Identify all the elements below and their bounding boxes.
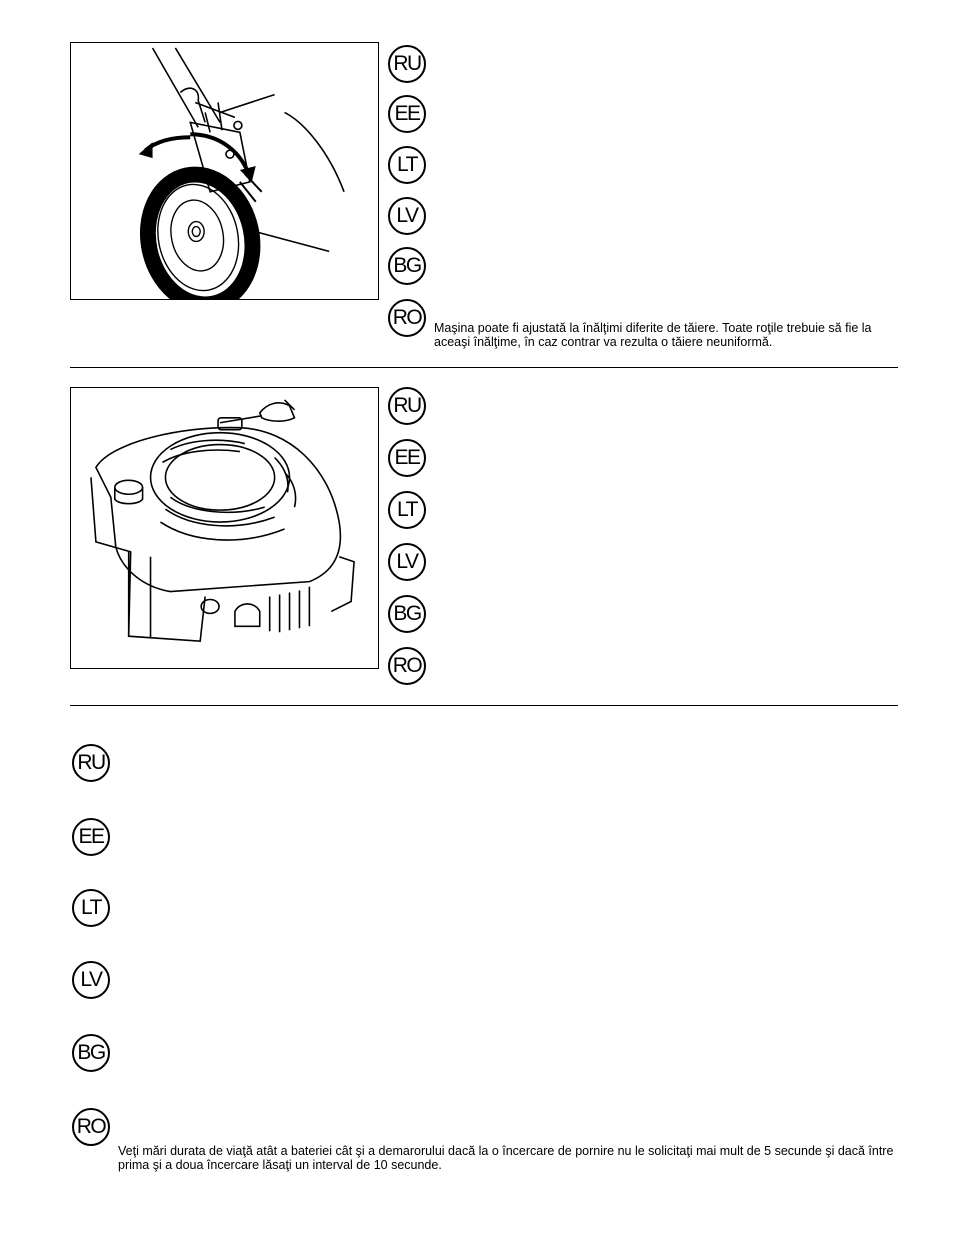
ro-starter-battery-text: Veţi mări durata de viaţă atât a bateriei cât şi a demarorului dacă la o încercare de pornire nu le solicitaţi mai mult de 5 secunde şi dacă între prima şi a doua încercare lăsaţi un interval de 10 secunde. <box>118 1144 894 1172</box>
mower-wheel-icon <box>71 43 378 299</box>
lang-badge-lt: LT <box>72 889 110 927</box>
lang-badge-ro: RO <box>388 647 426 685</box>
lang-badge-bg: BG <box>72 1034 110 1072</box>
lang-badge-lt: LT <box>388 146 426 184</box>
lang-badge-lv: LV <box>72 961 110 999</box>
wheel-height-figure <box>70 42 379 300</box>
lang-badge-ru: RU <box>72 744 110 782</box>
lang-badge-ee: EE <box>388 95 426 133</box>
engine-oil-figure <box>70 387 379 669</box>
lang-badge-ee: EE <box>72 818 110 856</box>
engine-icon <box>71 388 378 668</box>
lang-badge-bg: BG <box>388 595 426 633</box>
lang-badge-ro: RO <box>388 299 426 337</box>
lang-badge-ru: RU <box>388 45 426 83</box>
lang-badge-lt: LT <box>388 491 426 529</box>
ro-wheel-height-text: Maşina poate fi ajustată la înălţimi diferite de tăiere. Toate roţile trebuie să fie la aceaşi înălţime, în caz contrar va rezulta o tăiere neuniformă. <box>434 321 872 349</box>
lang-badge-ee: EE <box>388 439 426 477</box>
lang-badge-ro: RO <box>72 1108 110 1146</box>
lang-badge-bg: BG <box>388 247 426 285</box>
section-divider <box>70 705 898 706</box>
lang-badge-lv: LV <box>388 197 426 235</box>
section-divider <box>70 367 898 368</box>
lang-badge-ru: RU <box>388 387 426 425</box>
lang-badge-lv: LV <box>388 543 426 581</box>
